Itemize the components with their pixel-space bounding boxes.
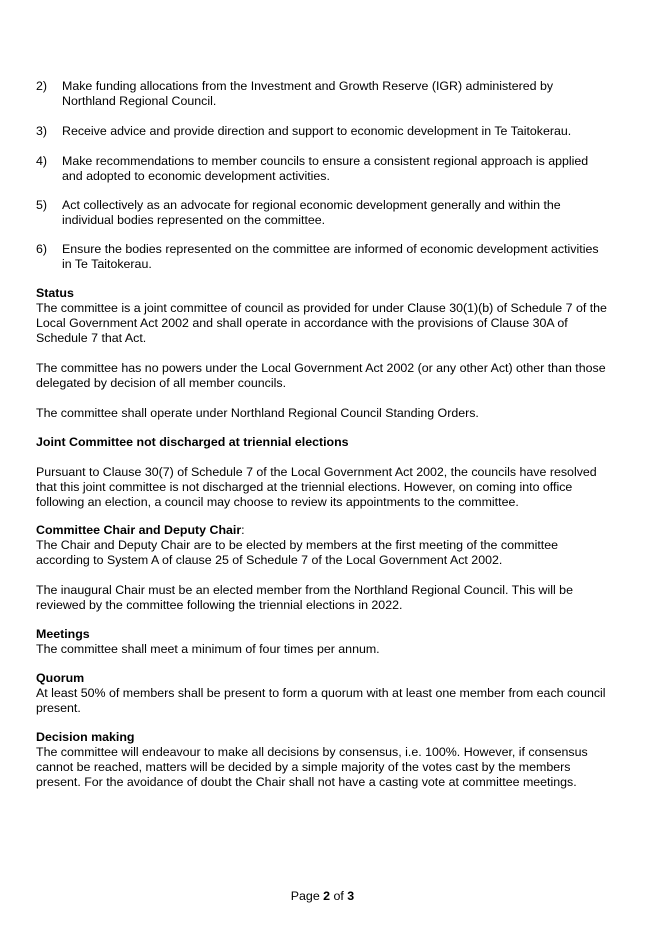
quorum-heading: Quorum xyxy=(36,671,85,685)
page-of-label: of xyxy=(330,889,348,903)
list-number: 3) xyxy=(36,124,48,138)
decision-making-heading: Decision making xyxy=(36,730,135,744)
chair-heading-colon: : xyxy=(241,523,245,537)
list-text: Make funding allocations from the Investment and Growth Reserve (IGR) administered by Northland Regional Council. xyxy=(62,79,554,108)
chair-heading xyxy=(36,523,608,538)
list-item xyxy=(36,242,608,272)
list-number: 2) xyxy=(36,79,48,93)
list-text: Make recommendations to member councils to ensure a consistent regional approach is applied and adopted to economic development activities. xyxy=(62,154,589,183)
document-body xyxy=(36,79,608,790)
list-text: Ensure the bodies represented on the committee are informed of economic development activities in Te Taitokerau. xyxy=(62,242,599,271)
list-item xyxy=(36,79,608,109)
meetings-heading: Meetings xyxy=(36,627,90,641)
list-item xyxy=(36,198,608,228)
status-heading: Status xyxy=(36,286,74,300)
list-text: Receive advice and provide direction and support to economic development in Te Taitokerau. xyxy=(62,124,572,138)
decision-making-paragraph: The committee will endeavour to make all decisions by consensus, i.e. 100%. However, if consensus cannot be reached, matters will be decided by a simple majority of the votes cast by the members present. For the avoidance of doubt the Chair shall not have a casting vote at committee meetings. xyxy=(36,745,588,789)
status-paragraph: The committee shall operate under Northland Regional Council Standing Orders. xyxy=(36,406,479,420)
chair-paragraph: The Chair and Deputy Chair are to be elected by members at the first meeting of the committee according to System A of clause 25 of Schedule 7 of the Local Government Act 2002. xyxy=(36,538,559,567)
joint-committee-paragraph: Pursuant to Clause 30(7) of Schedule 7 of the Local Government Act 2002, the councils have resolved that this joint committee is not discharged at the triennial elections. However, on coming into office following an election, a council may choose to review its appointments to the committee. xyxy=(36,465,597,509)
page-label: Page xyxy=(290,889,324,903)
list-item xyxy=(36,154,608,184)
meetings-paragraph: The committee shall meet a minimum of four times per annum. xyxy=(36,642,380,656)
joint-committee-heading: Joint Committee not discharged at triennial elections xyxy=(36,435,349,449)
numbered-list xyxy=(36,79,608,272)
total-pages-number: 3 xyxy=(347,889,355,903)
status-paragraph: The committee has no powers under the Local Government Act 2002 (or any other Act) other than those delegated by decision of all member councils. xyxy=(36,361,606,390)
list-number: 5) xyxy=(36,198,48,212)
quorum-paragraph: At least 50% of members shall be present to form a quorum with at least one member from each council present. xyxy=(36,686,606,715)
list-number: 4) xyxy=(36,154,48,168)
status-paragraph: The committee is a joint committee of council as provided for under Clause 30(1)(b) of Schedule 7 of the Local Government Act 2002 and shall operate in accordance with the provisions of Clause 30A of Schedule 7 that Act. xyxy=(36,301,607,345)
page-footer xyxy=(0,889,645,904)
chair-heading-text: Committee Chair and Deputy Chair xyxy=(36,523,242,537)
list-number: 6) xyxy=(36,242,48,256)
chair-paragraph: The inaugural Chair must be an elected member from the Northland Regional Council. This will be reviewed by the committee following the triennial elections in 2022. xyxy=(36,583,573,612)
list-item xyxy=(36,124,608,139)
list-text: Act collectively as an advocate for regional economic development generally and within the individual bodies represented on the committee. xyxy=(62,198,561,227)
current-page-number: 2 xyxy=(323,889,331,903)
